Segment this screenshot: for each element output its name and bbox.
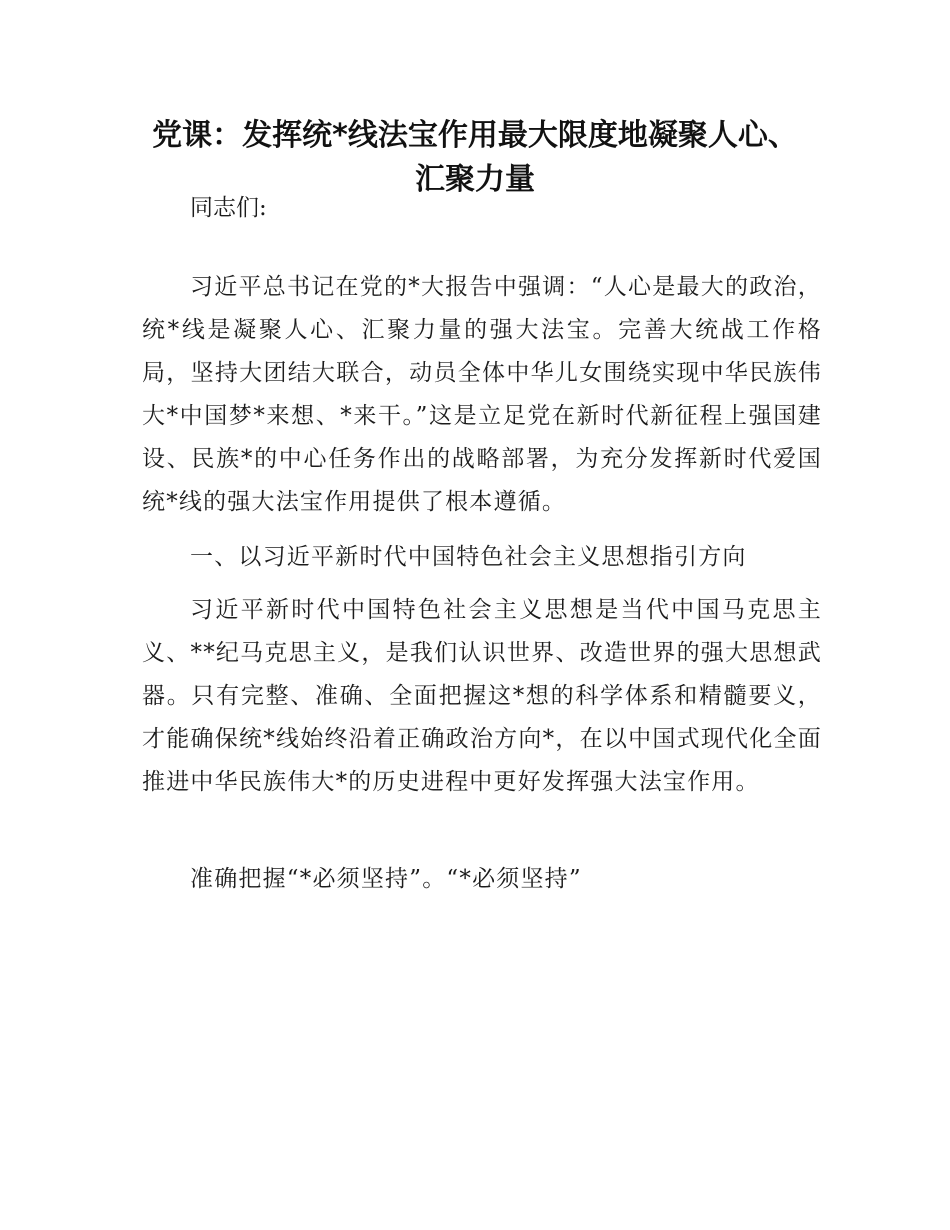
document-title-line-2: 汇聚力量 (415, 162, 535, 197)
document-title-line-1: 党课：发挥统*线法宝作用最大限度地凝聚人心、 (152, 118, 798, 153)
paragraph-section-1: 习近平新时代中国特色社会主义思想是当代中国马克思主义、**纪马克思主义，是我们认识世界、改造世界的强大思想武器。只有完整、准确、全面把握这*想的科学体系和精髓要义，才能确保统*线始终沿着正确政治方向*，在以中国式现代化全面推进中华民族伟大*的历史进程中更好发挥强大法宝作用。 (142, 597, 822, 795)
paragraph-intro: 习近平总书记在党的*大报告中强调：“人心是最大的政治，统*线是凝聚人心、汇聚力量的强大法宝。完善大统战工作格局，坚持大团结大联合，动员全体中华儿女围绕实现中华民族伟大*中国梦*来想、*来干。”这是立足党在新时代新征程上强国建设、民族*的中心任务作出的战略部署，为充分发挥新时代爱国统*线的强大法宝作用提供了根本遵循。 (142, 274, 822, 515)
paragraph-key-points: 准确把握“*必须坚持”。“*必须坚持” (190, 866, 582, 892)
section-heading-1: 一、以习近平新时代中国特色社会主义思想指引方向 (190, 544, 747, 570)
salutation: 同志们: (190, 195, 267, 221)
